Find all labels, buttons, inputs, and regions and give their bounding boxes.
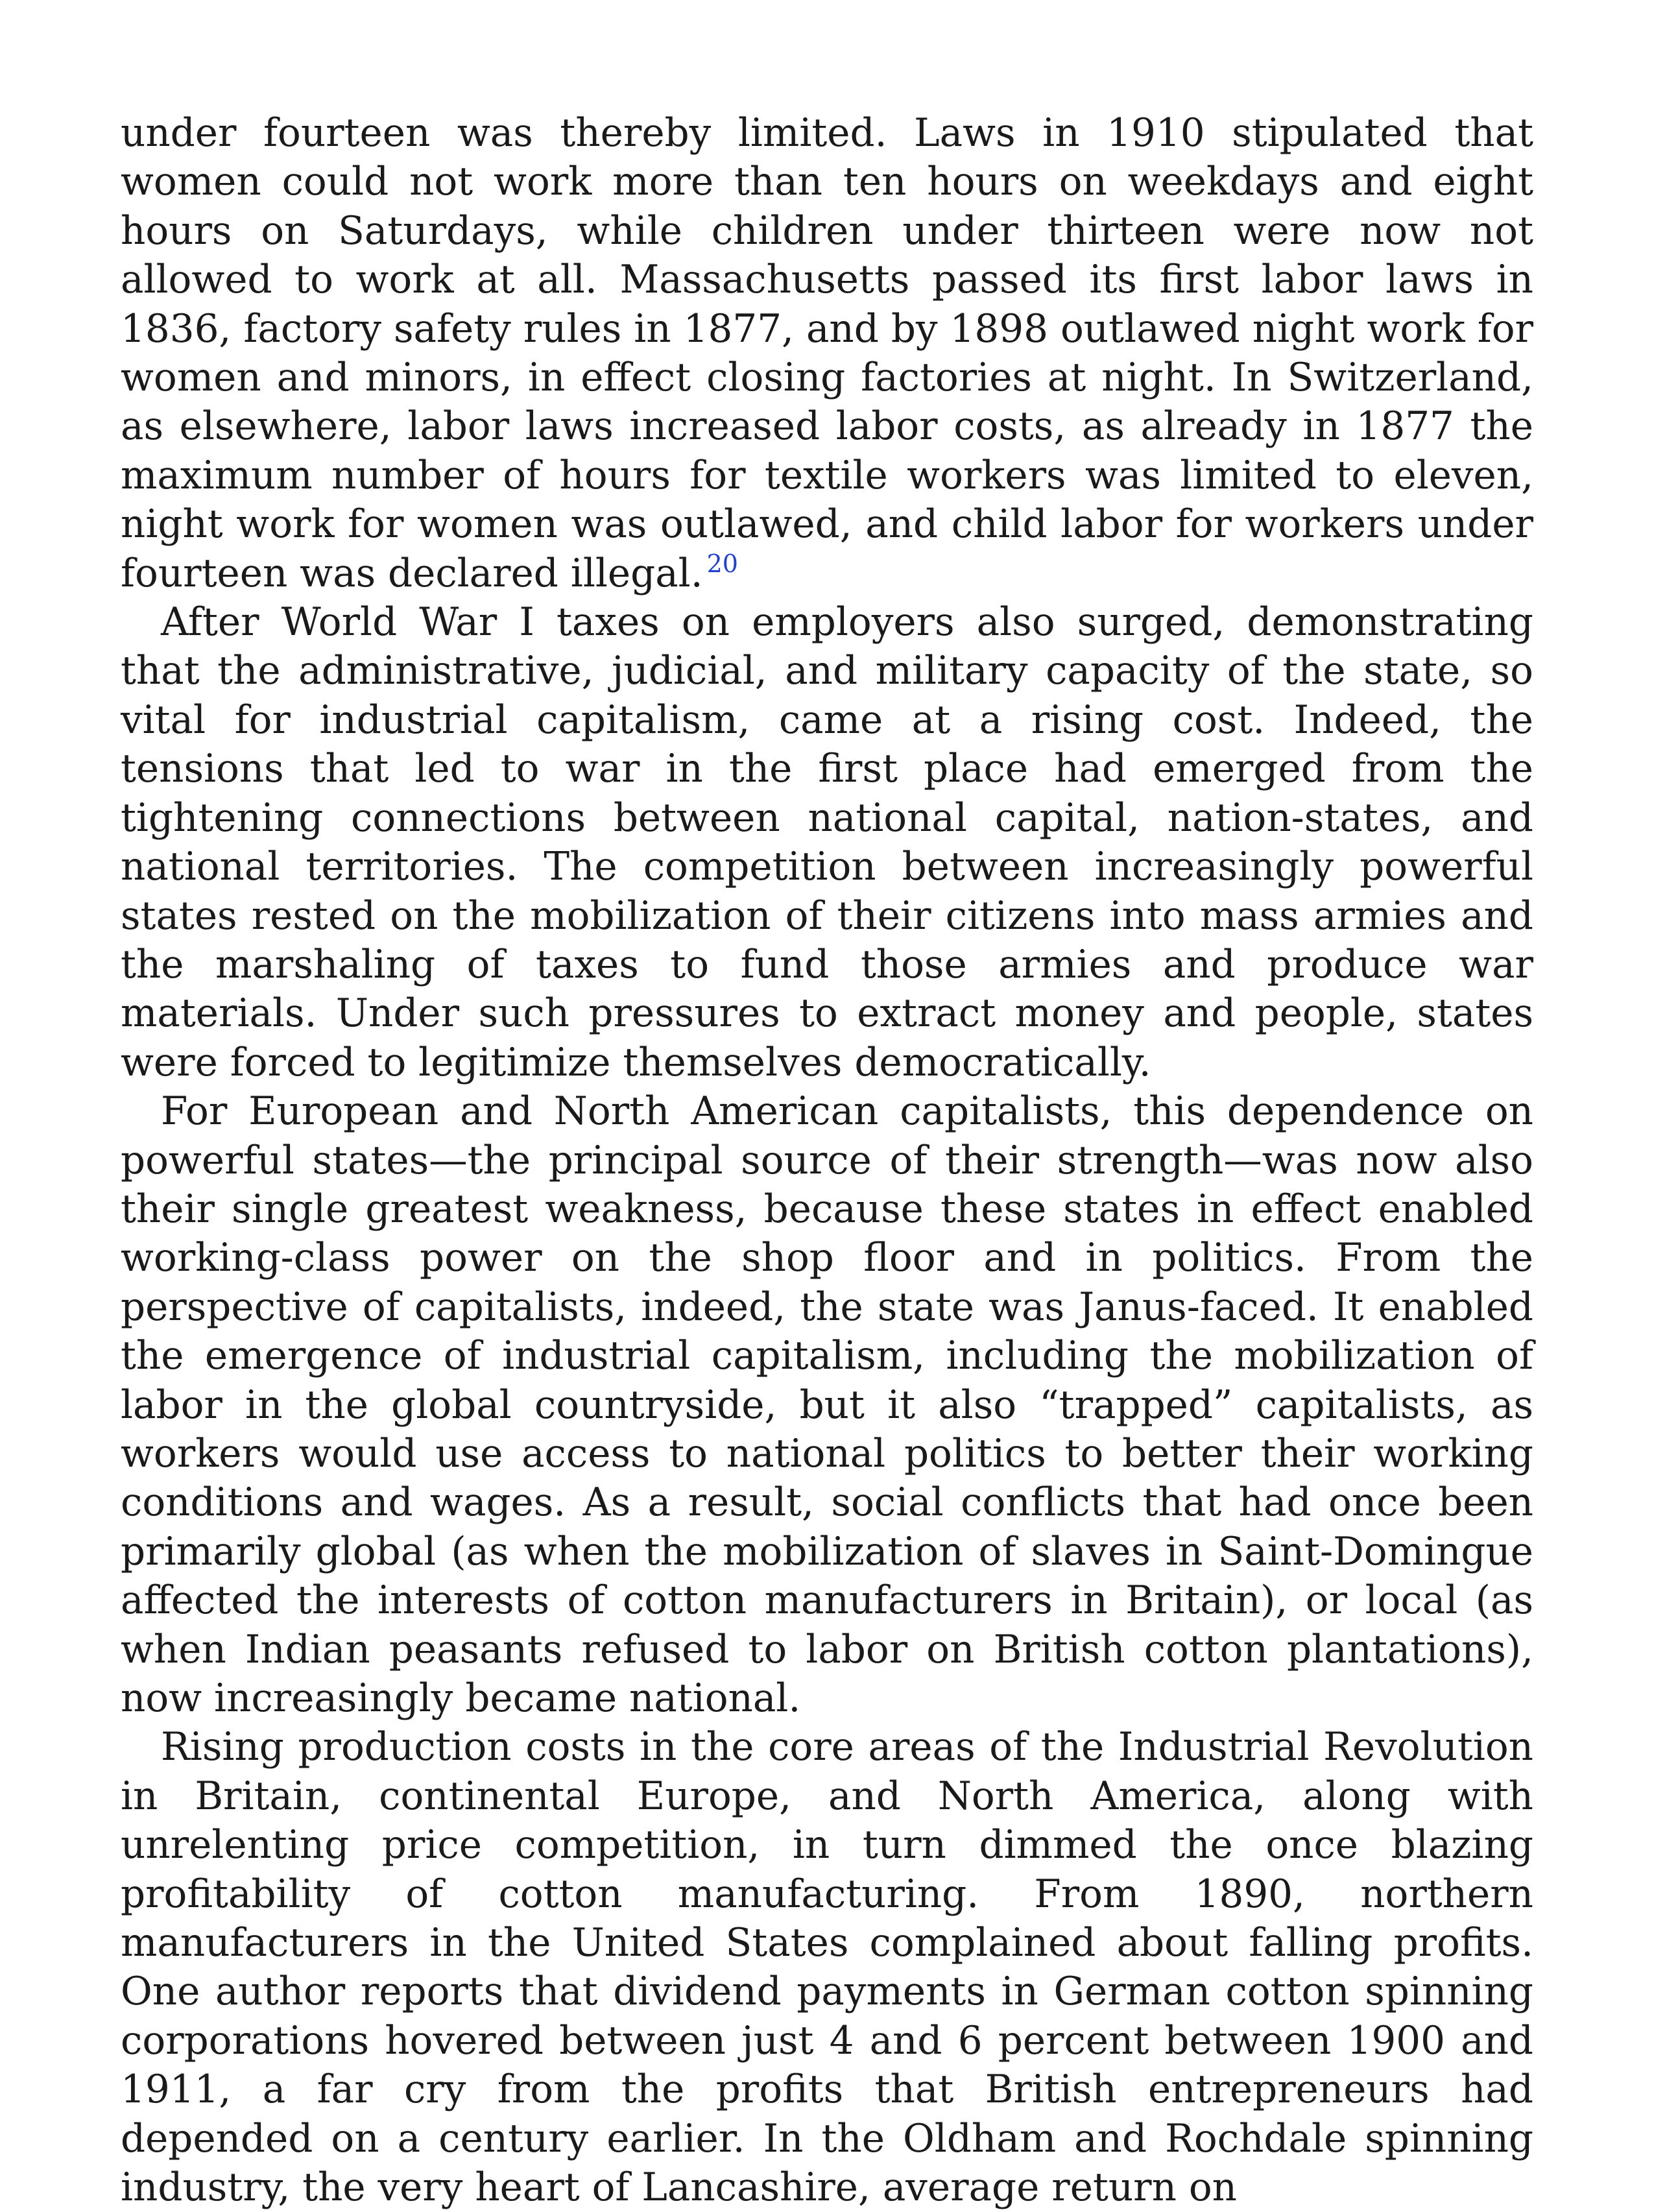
paragraph-labor-laws: [121, 109, 1533, 598]
paragraph-text: under fourteen was thereby limited. Laws in 1910 stipulated that women could not work more than ten hours on weekdays and eight hours on Saturdays, while children under thirteen were now not allowed to work at all. Massachusetts passed its first labor laws in 1836, factory safety rules in 1877, and by 1898 outlawed night work for women and minors, in effect closing factories at night. In Switzerland, as elsewhere, labor laws increased labor costs, as already in 1877 the maximum number of hours for textile workers was limited to eleven, night work for women was outlawed, and child labor for workers under fourteen was declared illegal.: [121, 111, 1533, 596]
book-page: [121, 109, 1533, 2212]
paragraph-text: Rising production costs in the core areas of the Industrial Revolution in Britain, continental Europe, and North America, along with unrelenting price competition, in turn dimmed the once blazing profitability of cotton manufacturing. From 1890, northern manufacturers in the United States complained about falling profits. One author reports that dividend payments in German cotton spinning corporations hovered between just 4 and 6 percent between 1900 and 1911, a far cry from the profits that British entrepreneurs had depended on a century earlier. In the Oldham and Rochdale spinning industry, the very heart of Lancashire, average return on: [121, 1725, 1533, 2211]
footnote-link[interactable]: 20: [706, 549, 738, 578]
paragraph-text: For European and North American capitalists, this dependence on powerful states—the principal source of their strength—was now also their single greatest weakness, because these states in effect enabled working-class power on the shop floor and in politics. From the perspective of capitalists, indeed, the state was Janus-faced. It enabled the emergence of industrial capitalism, including the mobilization of labor in the global countryside, but it also “trapped” capitalists, as workers would use access to national politics to better their working conditions and wages. As a result, social conflicts that had once been primarily global (as when the mobilization of slaves in Saint-Domingue affected the interests of cotton manufacturers in Britain), or local (as when Indian peasants refused to labor on British cotton plantations), now increasingly became national.: [121, 1089, 1533, 1721]
paragraph-production-costs: [121, 1723, 1533, 2212]
paragraph-text: After World War I taxes on employers also surged, demonstrating that the administrative, judicial, and military capacity of the state, so vital for industrial capitalism, came at a rising cost. Indeed, the tensions that led to war in the first place had emerged from the tightening connections between national capital, nation-states, and national territories. The competition between increasingly powerful states rested on the mobilization of their citizens into mass armies and the marshaling of taxes to fund those armies and produce war materials. Under such pressures to extract money and people, states were forced to legitimize themselves democratically.: [121, 600, 1533, 1085]
paragraph-war-taxes: [121, 598, 1533, 1087]
paragraph-capitalists-states: [121, 1087, 1533, 1723]
